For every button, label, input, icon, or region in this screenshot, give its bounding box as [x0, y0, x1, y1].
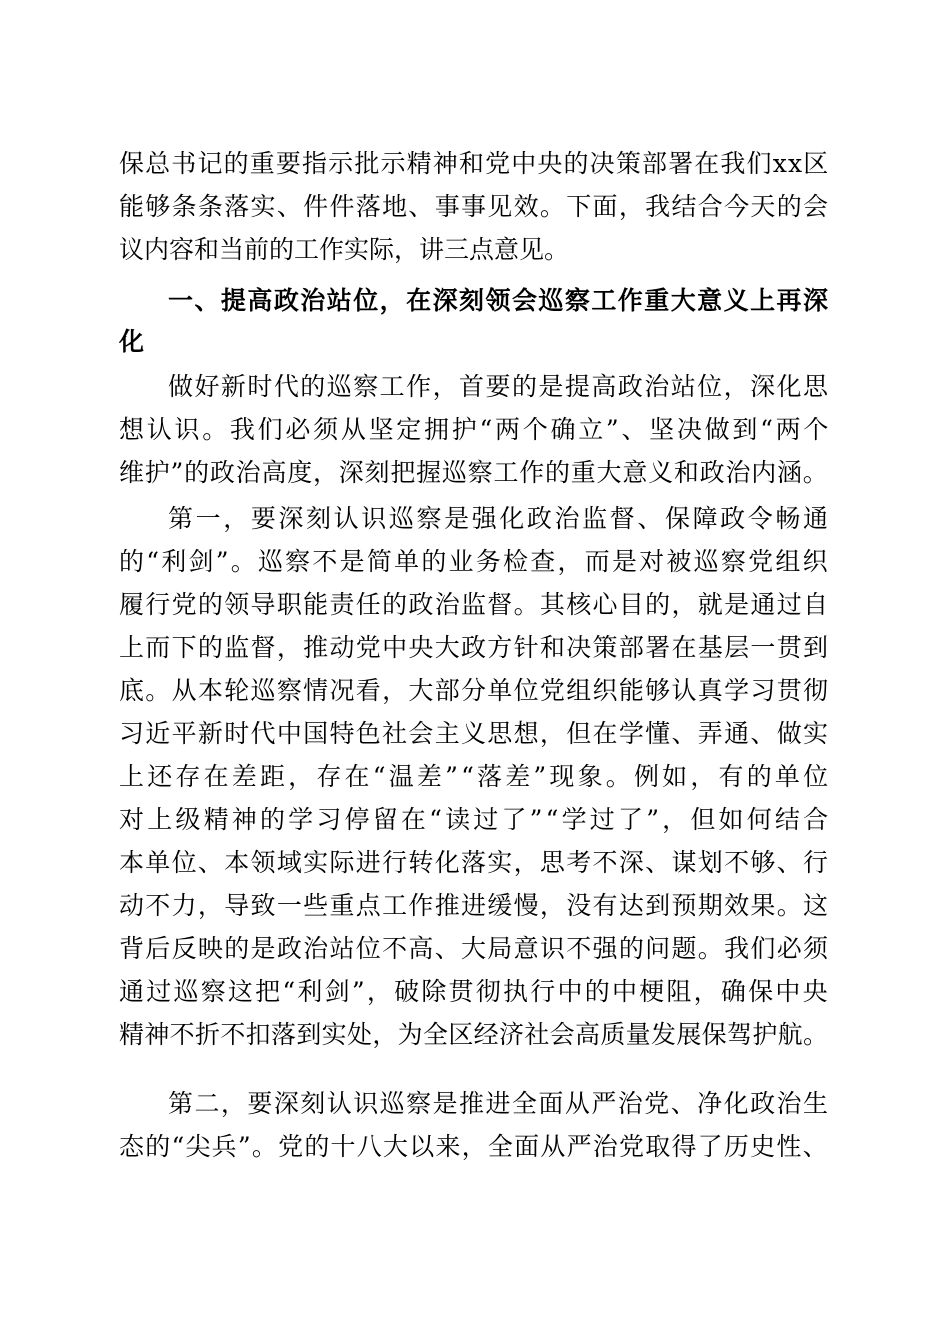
text-line: 维护”的政治高度，深刻把握巡察工作的重大意义和政治内涵。 [119, 458, 829, 487]
text-line: 保总书记的重要指示批示精神和党中央的决策部署在我们xx区 [119, 149, 830, 178]
text-line: 动不力，导致一些重点工作推进缓慢，没有达到预期效果。这 [119, 891, 830, 920]
section-heading: 一、提高政治站位，在深刻领会巡察工作重大意义上再深 [168, 286, 830, 315]
text-line: 履行党的领导职能责任的政治监督。其核心目的，就是通过自 [119, 590, 830, 619]
section-heading: 化 [119, 327, 145, 356]
text-line: 能够条条落实、件件落地、事事见效。下面，我结合今天的会 [119, 192, 830, 221]
text-line: 第一，要深刻认识巡察是强化政治监督、保障政令畅通 [168, 504, 831, 533]
text-line: 上还存在差距，存在“温差”“落差”现象。例如，有的单位 [119, 762, 832, 791]
text-line: 上而下的监督，推动党中央大政方针和决策部署在基层一贯到 [119, 633, 830, 662]
text-line: 对上级精神的学习停留在“读过了”“学过了”，但如何结合 [119, 805, 832, 834]
text-line: 议内容和当前的工作实际，讲三点意见。 [119, 235, 570, 264]
text-line: 的“利剑”。巡察不是简单的业务检查，而是对被巡察党组织 [119, 547, 830, 576]
text-line: 本单位、本领域实际进行转化落实，思考不深、谋划不够、行 [119, 848, 830, 877]
text-line: 想认识。我们必须从坚定拥护“两个确立”、坚决做到“两个 [119, 415, 832, 444]
text-line: 做好新时代的巡察工作，首要的是提高政治站位，深化思 [168, 372, 830, 401]
text-line: 第二，要深刻认识巡察是推进全面从严治党、净化政治生 [168, 1089, 830, 1118]
text-line: 通过巡察这把“利剑”，破除贯彻执行中的中梗阻，确保中央 [119, 977, 830, 1006]
text-line: 背后反映的是政治站位不高、大局意识不强的问题。我们必须 [119, 934, 830, 963]
text-line: 底。从本轮巡察情况看，大部分单位党组织能够认真学习贯彻 [119, 676, 830, 705]
text-line: 习近平新时代中国特色社会主义思想，但在学懂、弄通、做实 [119, 719, 830, 748]
text-line: 态的“尖兵”。党的十八大以来，全面从严治党取得了历史性、 [119, 1132, 829, 1161]
text-line: 精神不折不扣落到实处，为全区经济社会高质量发展保驾护航。 [119, 1020, 829, 1049]
